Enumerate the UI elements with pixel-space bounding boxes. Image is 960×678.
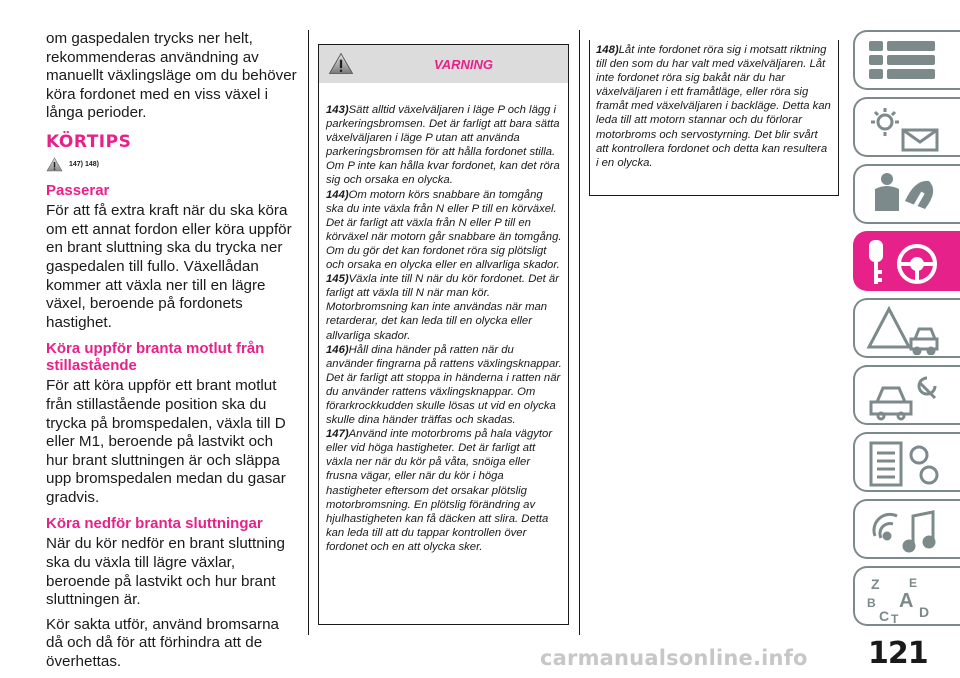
- chapter-tabs: [853, 30, 960, 633]
- warning-item-text: Om motorn körs snabbare än tomgång ska du inte växla från N eller P till en körväxel. Det är farligt att växla från N eller P till en körväxel när motorn går snabbare än tomgång. Om du gör det kan fordonet röra sig plötsligt och orsaka en olycka eller en allvarliga skador.: [326, 188, 562, 272]
- tab-instrument-panel[interactable]: [853, 97, 960, 157]
- index-letter: B: [867, 596, 876, 610]
- index-letter: D: [919, 604, 930, 620]
- warning-reference-numbers: 147) 148): [69, 160, 99, 168]
- paragraph-passing: För att få extra kraft när du ska köra om ett annat fordon eller köra uppför en brant sluttning ska du trycka ner gaspedalen till fullo. Växellådan kommer att växla ner till en lägre växel, beroende på fordonets hastighet.: [46, 202, 292, 331]
- warning-body: [319, 83, 568, 554]
- heading-uphill: Köra uppför branta motlut från stillastående: [46, 340, 265, 375]
- heading-downhill: Köra nedför branta sluttningar: [46, 515, 263, 533]
- service-car-icon: [865, 372, 945, 422]
- warning-continued-box: [589, 40, 839, 196]
- tab-maintenance[interactable]: [853, 365, 960, 425]
- intro-paragraph: om gaspedalen trycks ner helt, rekommenderas användning av manuellt växlingsläge om du behöver köra fordonet med en viss växel i långa perioder.: [46, 30, 297, 122]
- paragraph-uphill: För att köra uppför ett brant motlut från stillastående position ska du trycka på bromspedalen, växla till D eller M1, beroende på lastvikt och hur brant sluttningen är och släppa upp bromspedalen medan du gasar gradvis.: [46, 377, 286, 506]
- index-letter: Z: [871, 576, 880, 592]
- warning-item-number: 143): [326, 104, 349, 116]
- warning-item-number: 146): [326, 343, 349, 356]
- index-letter: T: [891, 612, 899, 623]
- warning-header: [319, 45, 568, 83]
- tab-dashboard[interactable]: [853, 30, 960, 90]
- warning-reference[interactable]: [46, 156, 298, 175]
- warning-title: VARNING: [434, 57, 493, 72]
- warning-triangle-icon: [46, 157, 63, 172]
- tab-starting-driving[interactable]: [853, 231, 960, 291]
- warning-item: [326, 272, 562, 342]
- tab-emergency[interactable]: [853, 298, 960, 358]
- warning-item-text: Sätt alltid växelväljaren i läge P och lägg i parkeringsbromsen. Det är farligt att bara sätta växelväljaren i läge P utan att använda parkeringsbromsen för att hålla fordonet stilla. Om P inte kan hålla kvar fordonet, kan det röra sig och orsaka en olycka.: [326, 104, 560, 187]
- paragraph-downhill-2: Kör sakta utför, använd bromsarna då och då för att förhindra att de överhettas.: [46, 615, 280, 671]
- column-divider: [579, 30, 580, 635]
- page-number: 121: [868, 636, 928, 671]
- warning-item: [326, 103, 562, 188]
- index-letter: C: [879, 608, 890, 623]
- dashboard-icon: [865, 37, 945, 87]
- warning-item-number: 145): [326, 273, 349, 286]
- tab-safety[interactable]: [853, 164, 960, 224]
- warning-item-text: Växla inte till N när du kör fordonet. Det är farligt att växla till N när man kör. Motorbromsning kan inte användas när man retarderar, det kan leda till en olycka eller allvarliga skador.: [326, 273, 559, 342]
- key-steering-wheel-icon: [865, 238, 945, 288]
- warning-item-text: Använd inte motorbroms på hala vägytor eller vid höga hastigheter. Det är farligt att växla ner när du kör på våta, snöiga eller frusna vägar, eller när du kör i höga hastigheter eftersom det orsakar plötslig motorbromsning. En plötslig förändring av hjulhastigheten kan få däcken att slira. Detta kan leda till att du tappar kontrollen över fordonet och en att olycka sker.: [326, 428, 553, 553]
- tab-technical-data[interactable]: [853, 432, 960, 492]
- paragraph-downhill-1: När du kör nedför en brant sluttning ska du växla till lägre växlar, beroende på lastvikt och hur brant sluttningen är.: [46, 535, 285, 609]
- index-letter: E: [909, 576, 918, 590]
- section-title: KÖRTIPS: [46, 131, 132, 152]
- warning-lights-icon: [865, 104, 945, 154]
- column-divider: [308, 30, 309, 635]
- watermark: carmanualsonline.info: [540, 646, 808, 670]
- multimedia-note-icon: [865, 506, 945, 556]
- warning-item: [326, 343, 562, 428]
- index-letter: A: [899, 590, 914, 612]
- tab-multimedia[interactable]: [853, 499, 960, 559]
- tab-index[interactable]: [853, 566, 960, 626]
- warning-item: [326, 427, 562, 554]
- warning-item-text: Håll dina händer på ratten när du använder fingrarna på rattens växlingsknappar. Det är farligt att stoppa in händerna i ratten när du använder rattens växlingsknappar. Om förarkrockkudden skulle lösas ut vid en olycka skulle dina händer träffas och skadas.: [326, 343, 562, 427]
- warning-item: [326, 188, 562, 273]
- seatbelt-airbag-icon: [865, 171, 945, 221]
- specifications-gears-icon: [865, 439, 945, 489]
- warning-item-number: 147): [326, 428, 349, 441]
- warning-item-number: 148): [596, 44, 619, 56]
- warning-box: [318, 44, 569, 625]
- warning-item-number: 144): [326, 188, 349, 201]
- heading-passing: Passerar: [46, 182, 110, 200]
- alphabetical-index-icon: [865, 573, 945, 623]
- main-column: [46, 30, 298, 678]
- warning-item-text: Låt inte fordonet röra sig i motsatt riktning till den som du har valt med växelväljaren. Låt inte fordonet röra sig bakåt när du har växelväljaren i ett framåtläge, eller röra sig framåt med växelväljaren i backläge. Detta kan leda till att motorn stannar och du förlorar motorbroms och servostyrning. Det blir svårt att kontrollera fordonet och detta kan resultera i en olycka.: [596, 44, 831, 169]
- emergency-triangle-icon: [865, 305, 945, 355]
